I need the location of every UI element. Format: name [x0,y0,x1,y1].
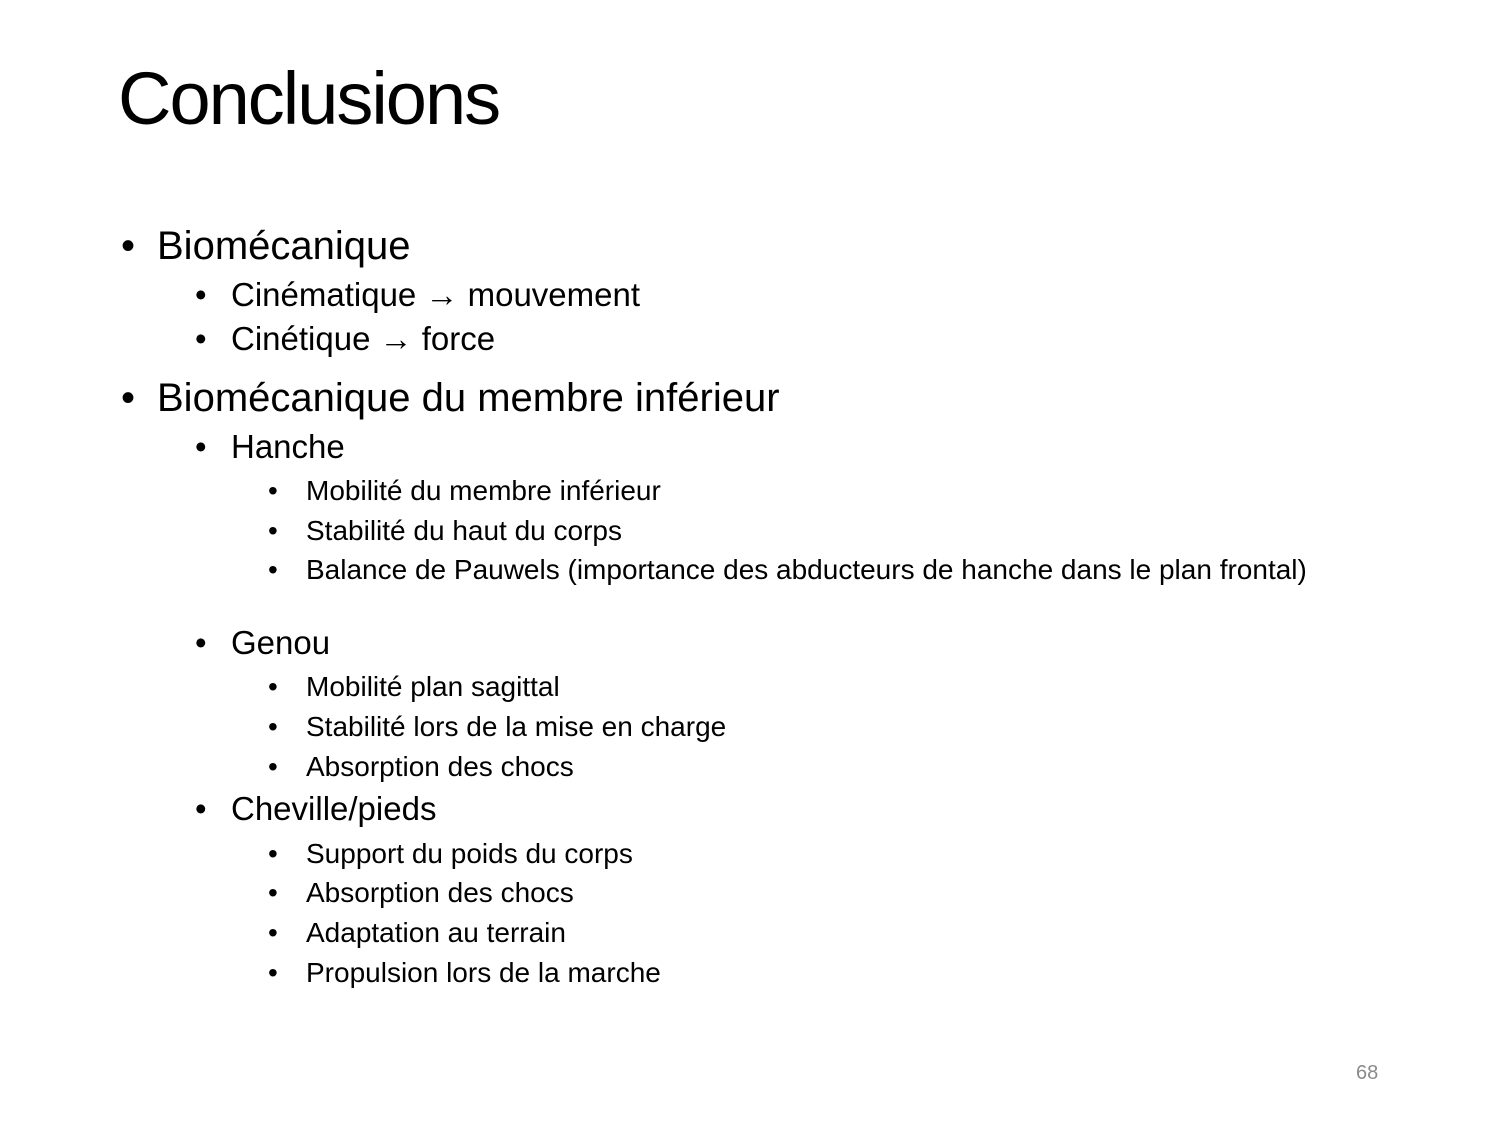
bullet-icon: • [195,624,207,661]
list-item [268,877,574,908]
bullet-icon: • [268,515,278,546]
bullet-icon: • [268,877,278,908]
list-item [195,276,641,313]
bullet-icon: • [268,917,278,948]
bullet-icon: • [268,554,278,585]
list-item-text: Stabilité du haut du corps [306,515,622,546]
list-item-text: Mobilité du membre inférieur [306,475,661,506]
bullet-icon: • [268,751,278,782]
bullet-icon: • [268,475,278,506]
list-item [195,320,496,357]
list-item-text: Adaptation au terrain [306,917,566,948]
list-item [121,224,411,268]
list-item-text: Balance de Pauwels (importance des abducteurs de hanche dans le plan frontal) [306,554,1307,585]
list-item [195,624,331,661]
list-item [268,957,661,988]
bullet-icon: • [121,376,136,420]
list-item-text: Mobilité plan sagittal [306,671,560,702]
bullet-icon: • [195,428,207,465]
list-item-text: Absorption des chocs [306,877,574,908]
list-item [195,790,437,827]
list-item [268,751,574,782]
list-item [268,711,727,742]
list-item-text: Biomécanique du membre inférieur [157,376,780,420]
bullet-icon: • [268,711,278,742]
list-item-text: Stabilité lors de la mise en charge [306,711,727,742]
list-item-text: Cinématique → mouvement [231,276,641,313]
list-item [268,475,661,506]
slide-title: Conclusions [118,57,500,140]
list-item-text: Genou [231,624,331,661]
list-item [268,838,633,869]
bullet-icon: • [195,276,207,313]
list-item-text: Support du poids du corps [306,838,633,869]
list-item [268,554,1356,585]
list-item [268,671,560,702]
list-item-text: Biomécanique [157,224,411,268]
list-item-text: Cheville/pieds [231,790,437,827]
list-item-text: Absorption des chocs [306,751,574,782]
list-item-text: Propulsion lors de la marche [306,957,661,988]
list-item-text: Hanche [231,428,345,465]
bullet-icon: • [268,671,278,702]
list-item [268,917,566,948]
list-item-text: Cinétique → force [231,320,496,357]
list-item [195,428,345,465]
page-number: 68 [1356,1062,1379,1084]
bullet-icon: • [268,838,278,869]
bullet-icon: • [195,790,207,827]
bullet-icon: • [195,320,207,357]
list-item [268,515,622,546]
bullet-icon: • [121,224,136,268]
list-item [121,376,780,420]
bullet-icon: • [268,957,278,988]
